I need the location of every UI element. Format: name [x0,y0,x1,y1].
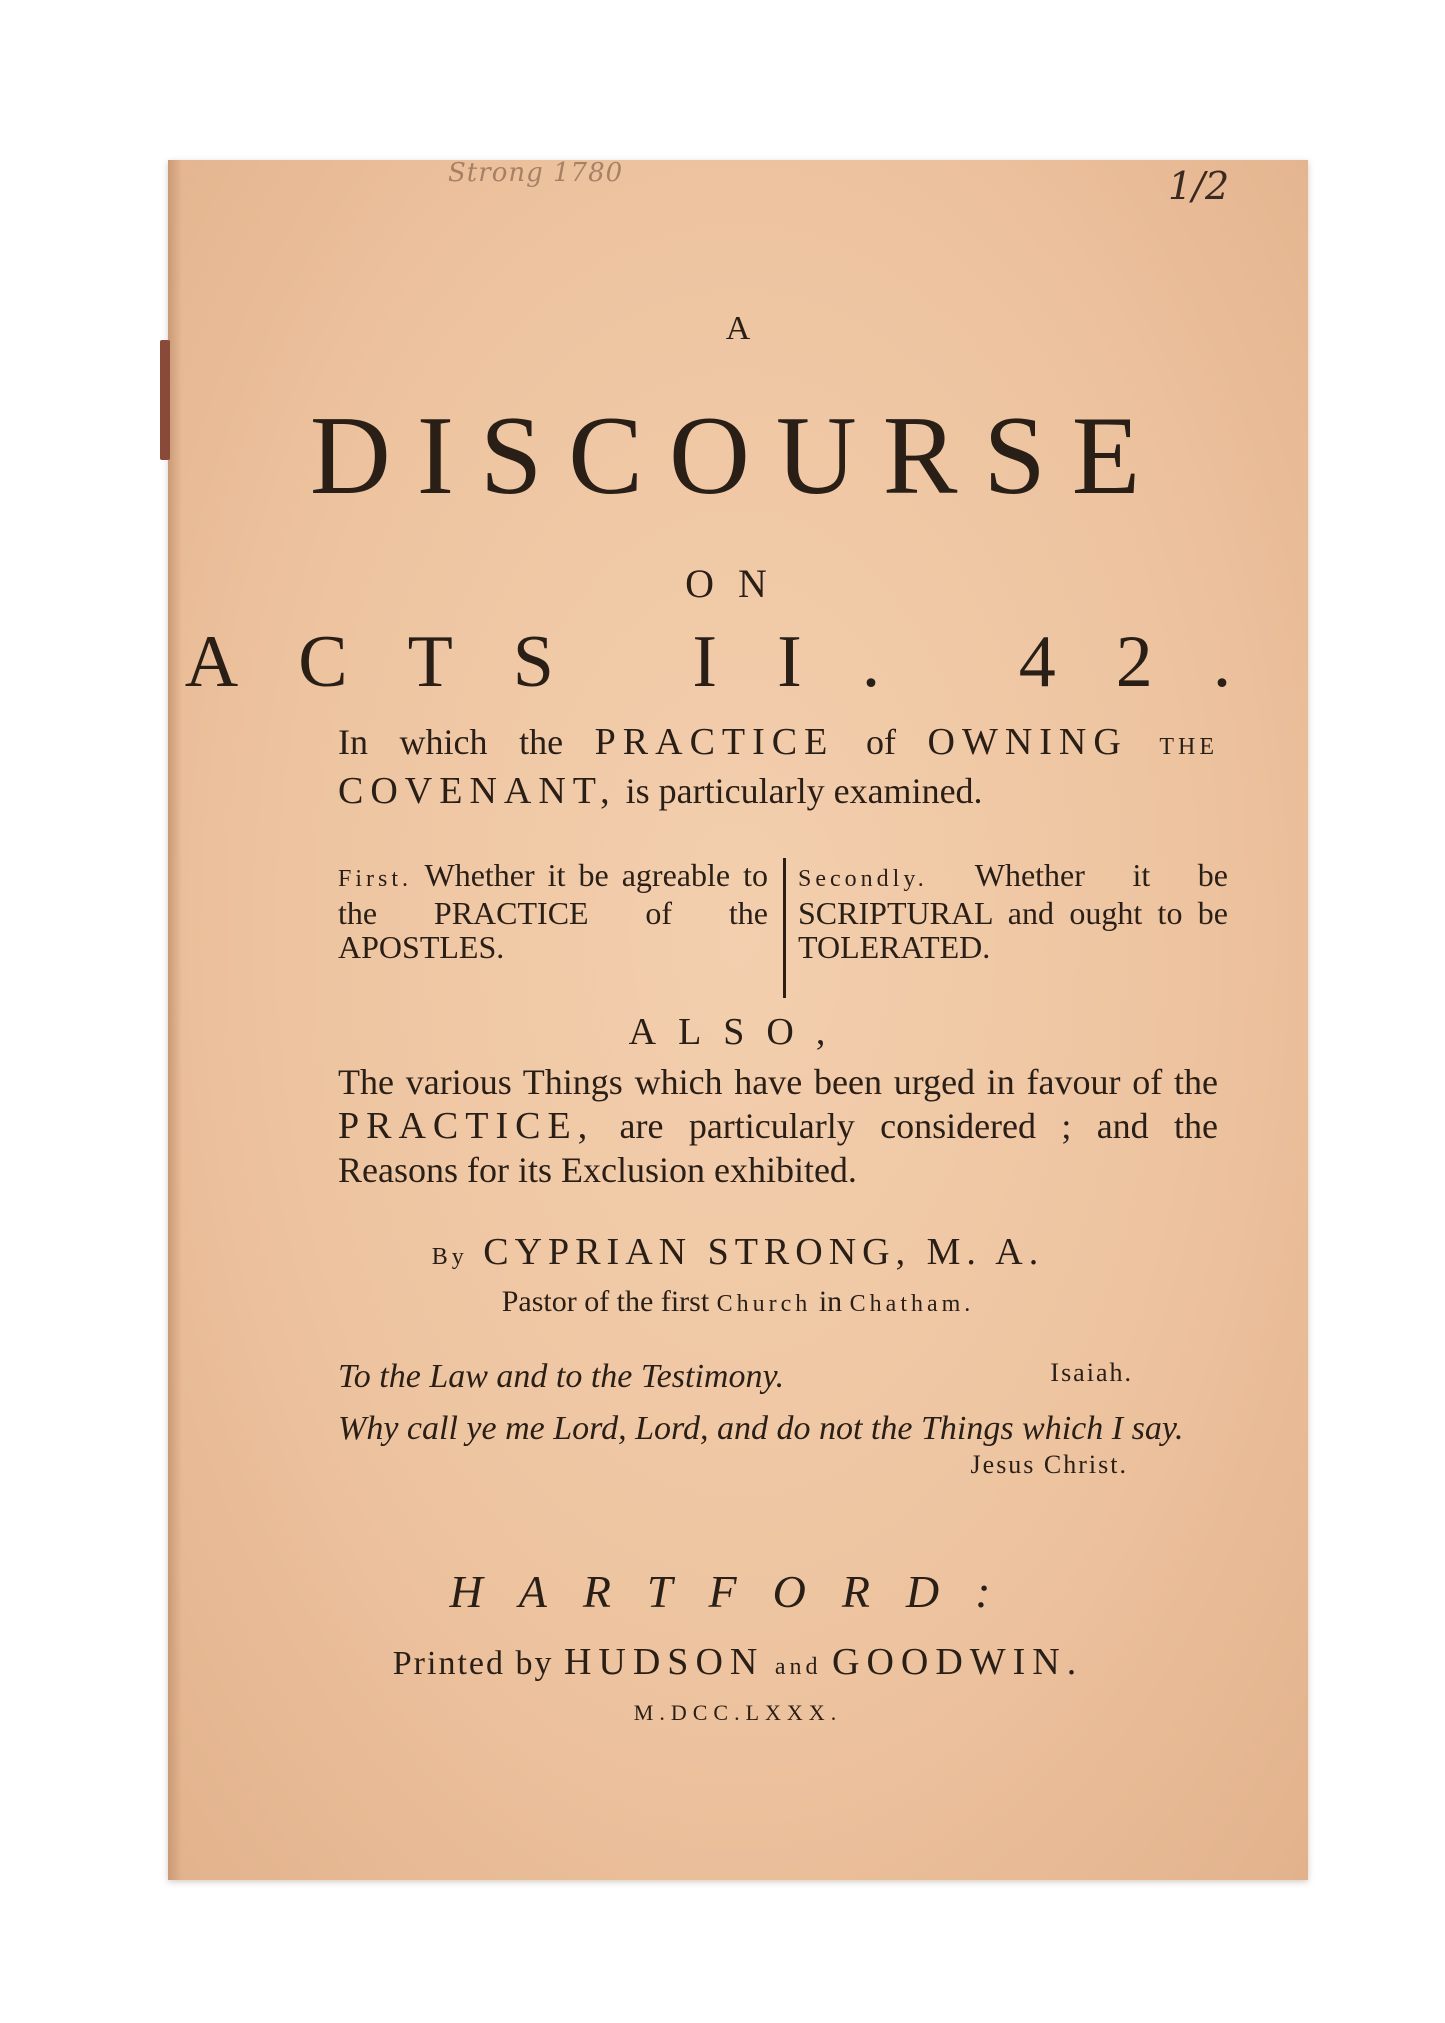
author-line [168,1230,1308,1274]
desc-of: of [865,722,896,762]
desc-the: THE [1159,734,1219,760]
first-question [338,858,768,964]
column-divider [783,858,786,998]
also-practice: PRACTICE, [338,1105,595,1147]
desc-owning: OWNING [927,721,1128,763]
questions-columns [338,857,1229,1003]
also-text-1: The various Things which have been urged in favour of the [338,1062,1218,1102]
second-question [798,858,1228,964]
author-name: CYPRIAN STRONG, M. A. [483,1231,1045,1273]
second-text: Whether it be SCRIPTURAL and ought to be TOLERATED. [798,857,1229,965]
description-paragraph [338,720,1218,813]
and-label: and [774,1654,822,1680]
second-label: Secondly. [798,866,928,892]
printed-by-label: Printed by [392,1645,554,1682]
motto-1-text: To the Law and to the Testimony. [338,1358,785,1395]
in-label: in [818,1285,843,1318]
title-subject: ACTS II. 42. [184,621,1292,703]
printer-1: HUDSON [563,1641,765,1683]
first-text: Whether it be agreable to the PRACTICE of the APOSTLES. [338,857,769,965]
title-article: A [725,310,751,347]
town-label: Chatham. [849,1291,975,1317]
by-label: By [431,1244,468,1270]
motto-1-attribution: Isaiah. [1050,1358,1133,1387]
also-paragraph [338,1060,1218,1192]
desc-intro: In which the [338,722,564,762]
imprint-city: HARTFORD: [449,1566,1027,1617]
title-on: ON [685,561,791,606]
motto-2-text: Why call ye me Lord, Lord, and do not the Things which I say. [338,1410,1184,1447]
desc-covenant: COVENANT, [338,770,617,812]
title-main: DISCOURSE [309,394,1167,518]
church-label: Church [716,1291,812,1317]
imprint-year: M.DCC.LXXX. [633,1700,843,1725]
also-heading: ALSO, [628,1011,848,1053]
first-label: First. [338,866,413,892]
also-text-2: are particularly considered ; and the Reasons for its Exclusion exhibited. [338,1106,1219,1190]
motto-2 [338,1410,1218,1448]
printer-2: GOODWIN. [832,1641,1084,1683]
pastor-line [168,1285,1308,1319]
handwritten-inscription: Strong 1780 [448,158,624,188]
desc-practice: PRACTICE [594,721,835,763]
motto-1 [338,1358,1218,1396]
pastor-text: Pastor of the first [501,1285,710,1318]
title-page [168,160,1308,1880]
desc-rest: is particularly examined. [625,771,983,811]
handwritten-number: 1/2 [1168,164,1230,208]
motto-2-attribution: Jesus Christ. [970,1450,1128,1479]
imprint-printer [168,1640,1308,1684]
